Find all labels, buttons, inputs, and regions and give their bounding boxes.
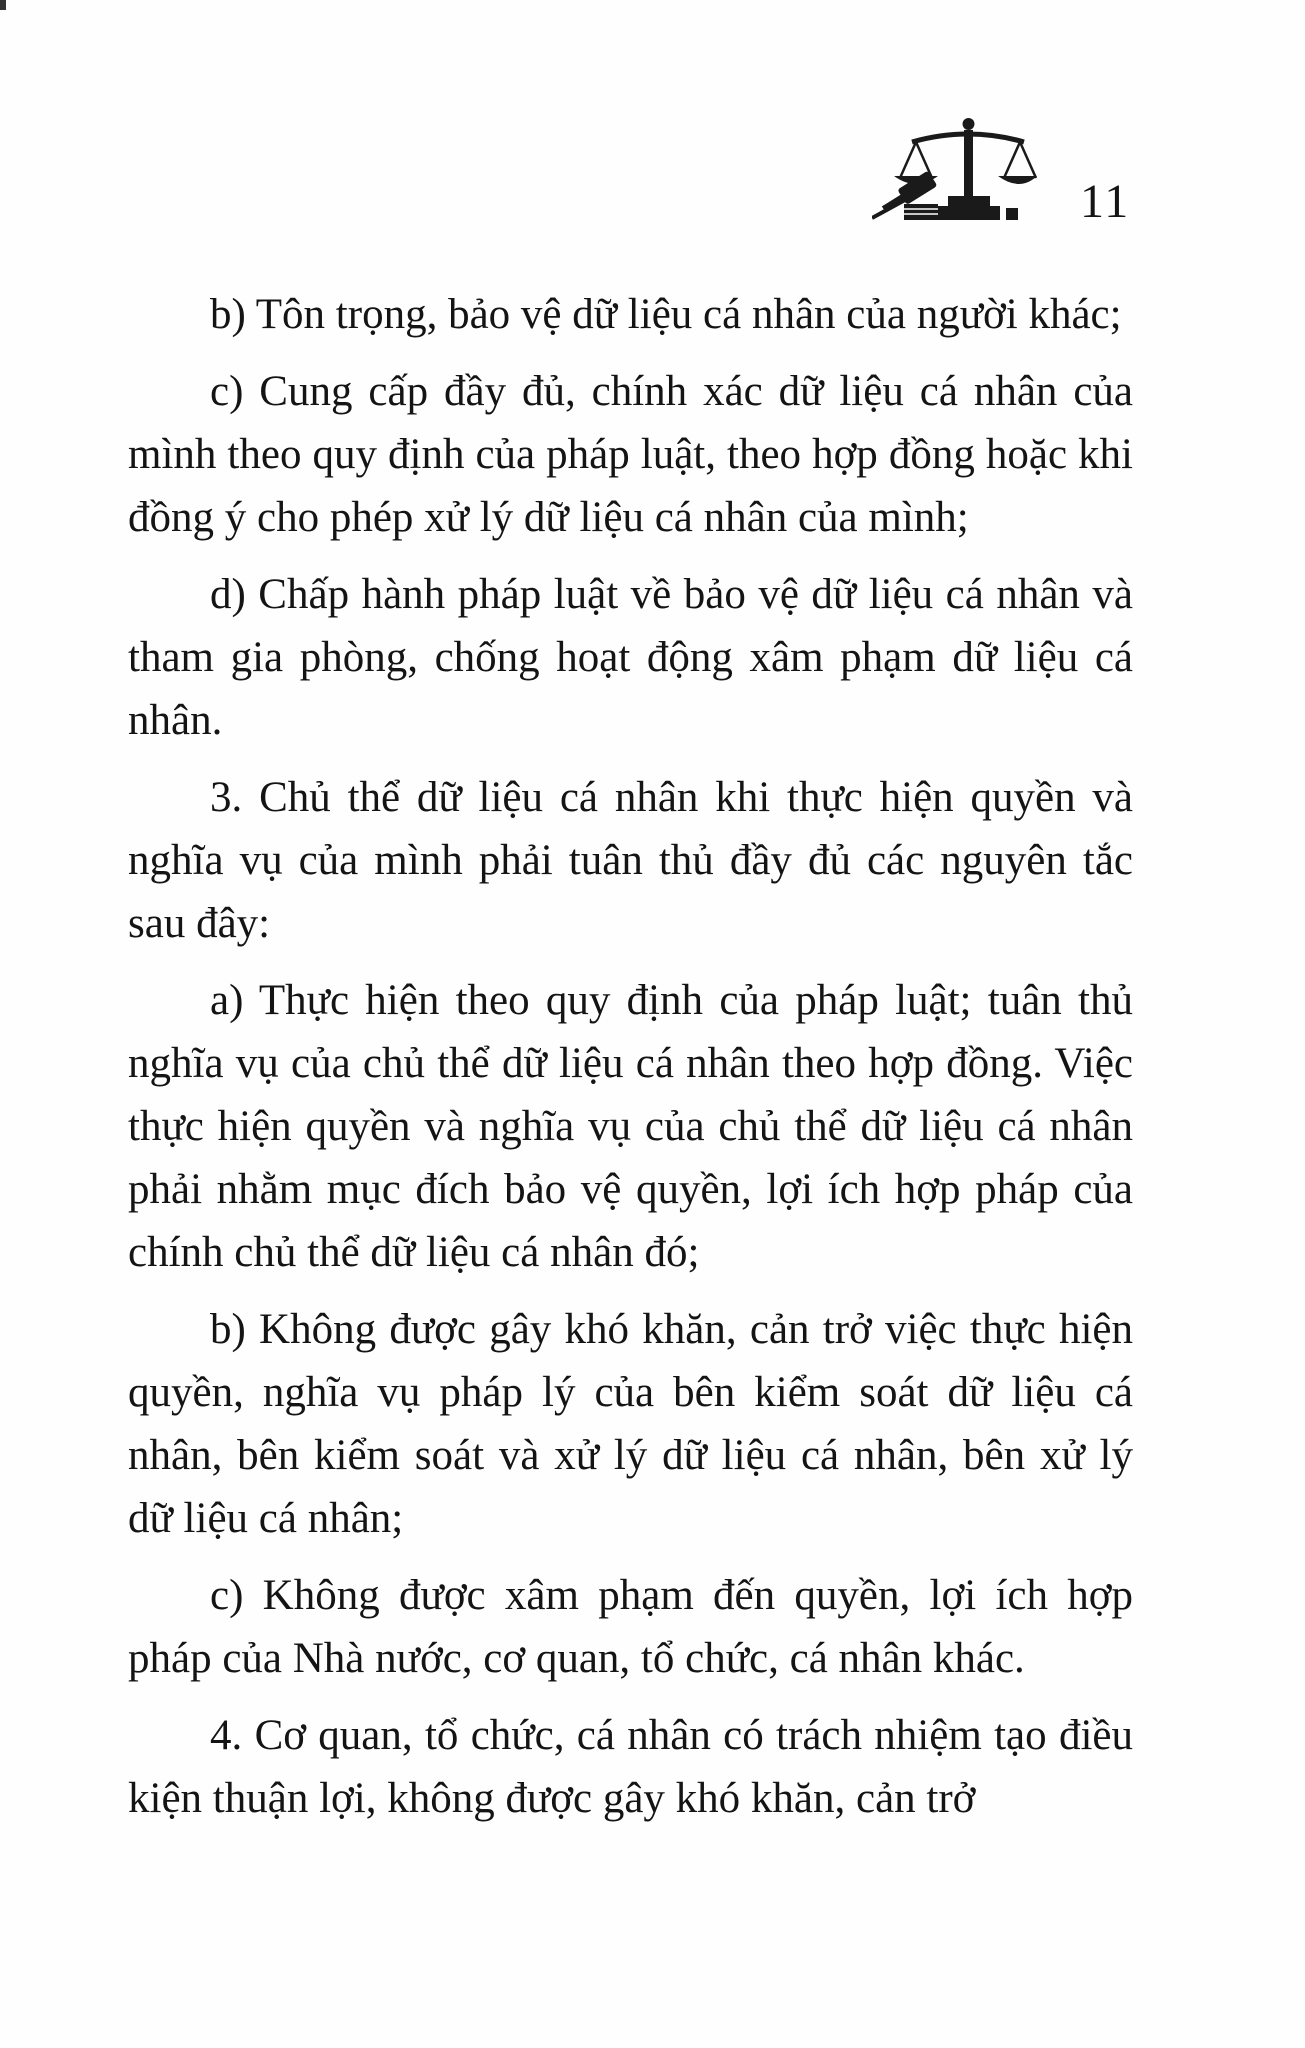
- scales-of-justice-gavel-icon: [872, 112, 1037, 224]
- paragraph: 3. Chủ thể dữ liệu cá nhân khi thực hiện quyền và nghĩa vụ của mình phải tuân thủ đầy đủ các nguyên tắc sau đây:: [128, 774, 1133, 947]
- paragraph: c) Không được xâm phạm đến quyền, lợi ích hợp pháp của Nhà nước, cơ quan, tổ chức, cá nhân khác.: [128, 1572, 1133, 1682]
- paragraph: c) Cung cấp đầy đủ, chính xác dữ liệu cá nhân của mình theo quy định của pháp luật, theo hợp đồng hoặc khi đồng ý cho phép xử lý dữ liệu cá nhân của mình;: [128, 368, 1133, 541]
- paragraph: a) Thực hiện theo quy định của pháp luật; tuân thủ nghĩa vụ của chủ thể dữ liệu cá nhân theo hợp đồng. Việc thực hiện quyền và nghĩa vụ của chủ thể dữ liệu cá nhân phải nhằm mục đích bảo vệ quyền, lợi ích hợp pháp của chính chủ thể dữ liệu cá nhân đó;: [128, 977, 1133, 1276]
- page-number: 11: [1080, 175, 1131, 228]
- paragraph: b) Tôn trọng, bảo vệ dữ liệu cá nhân của người khác;: [210, 291, 1122, 338]
- scan-corner-mark: [0, 0, 6, 10]
- paragraph: d) Chấp hành pháp luật về bảo vệ dữ liệu cá nhân và tham gia phòng, chống hoạt động xâm phạm dữ liệu cá nhân.: [128, 571, 1133, 744]
- paragraph: b) Không được gây khó khăn, cản trở việc thực hiện quyền, nghĩa vụ pháp lý của bên kiểm soát dữ liệu cá nhân, bên kiểm soát và xử lý dữ liệu cá nhân, bên xử lý dữ liệu cá nhân;: [128, 1306, 1133, 1542]
- page-body: [128, 283, 1133, 1830]
- paragraph: 4. Cơ quan, tổ chức, cá nhân có trách nhiệm tạo điều kiện thuận lợi, không được gây khó khăn, cản trở: [128, 1712, 1133, 1822]
